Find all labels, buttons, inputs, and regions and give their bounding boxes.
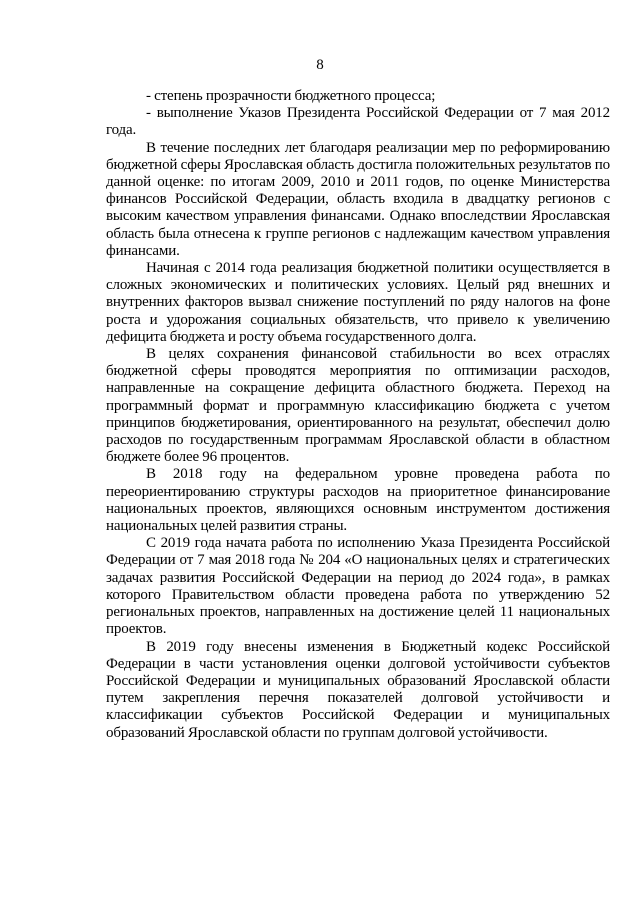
paragraph-presidential-decrees: - выполнение Указов Президента Российской Федерации от 7 мая 2012 года. <box>106 105 610 139</box>
paragraph-transparency: - степень прозрачности бюджетного процесса; <box>146 88 436 104</box>
paragraph-budget-reform: В течение последних лет благодаря реализации мер по реформированию бюджетной сферы Ярославская область достигла положительных результатов по данной оценке: по итогам 2009, 2010 и 2011 годов, по оценке Министерства финансов Российской Федерации, область входила в двадцатку регионов с высоким качеством управления финансами. Однако впоследствии Ярославская область была отнесена к группе регионов с надлежащим качеством управления финансами. <box>106 139 610 259</box>
paragraph-budget-policy-2014: Начиная с 2014 года реализация бюджетной политики осуществляется в сложных экономических и политических условиях. Целый ряд внешних и внутренних факторов вызвал снижение поступлений по ряду налогов на фоне роста и удорожания социальных обязательств, что привело к увеличению дефицита бюджета и росту объема государственного долга. <box>106 260 610 345</box>
page-number: 8 <box>316 57 324 73</box>
paragraph-decree-204: С 2019 года начата работа по исполнению Указа Президента Российской Федерации от 7 мая 2018 года № 204 «О национальных целях и стратегических задачах развития Российской Федерации на период до 2024 года», в рамках которого Правительством области проведена работа по утверждению 52 региональных проектов, направленных на достижение целей 11 национальных проектов. <box>106 535 610 638</box>
paragraph-budget-code-2019: В 2019 году внесены изменения в Бюджетный кодекс Российской Федерации в части установления оценки долговой устойчивости субъектов Российской Федерации и муниципальных образований Ярославской области путем закрепления перечня показателей долговой устойчивости и классификации субъектов Российской Федерации и муниципальных образований Ярославской области по группам долговой устойчивости. <box>106 638 610 741</box>
paragraph-national-projects-2018: В 2018 году на федеральном уровне проведена работа по переориентированию структуры расходов на приоритетное финансирование национальных проектов, являющихся основным инструментом достижения национальных целей развития страны. <box>106 466 610 535</box>
document-body <box>106 88 610 742</box>
paragraph-financial-stability: В целях сохранения финансовой стабильности во всех отраслях бюджетной сферы проводятся мероприятия по оптимизации расходов, направленные на сокращение дефицита областного бюджета. Переход на программный формат и программную классификацию бюджета с учетом принципов бюджетирования, ориентированного на результат, обеспечил долю расходов по государственным программам Ярославской области в областном бюджете более 96 процентов. <box>106 346 610 466</box>
